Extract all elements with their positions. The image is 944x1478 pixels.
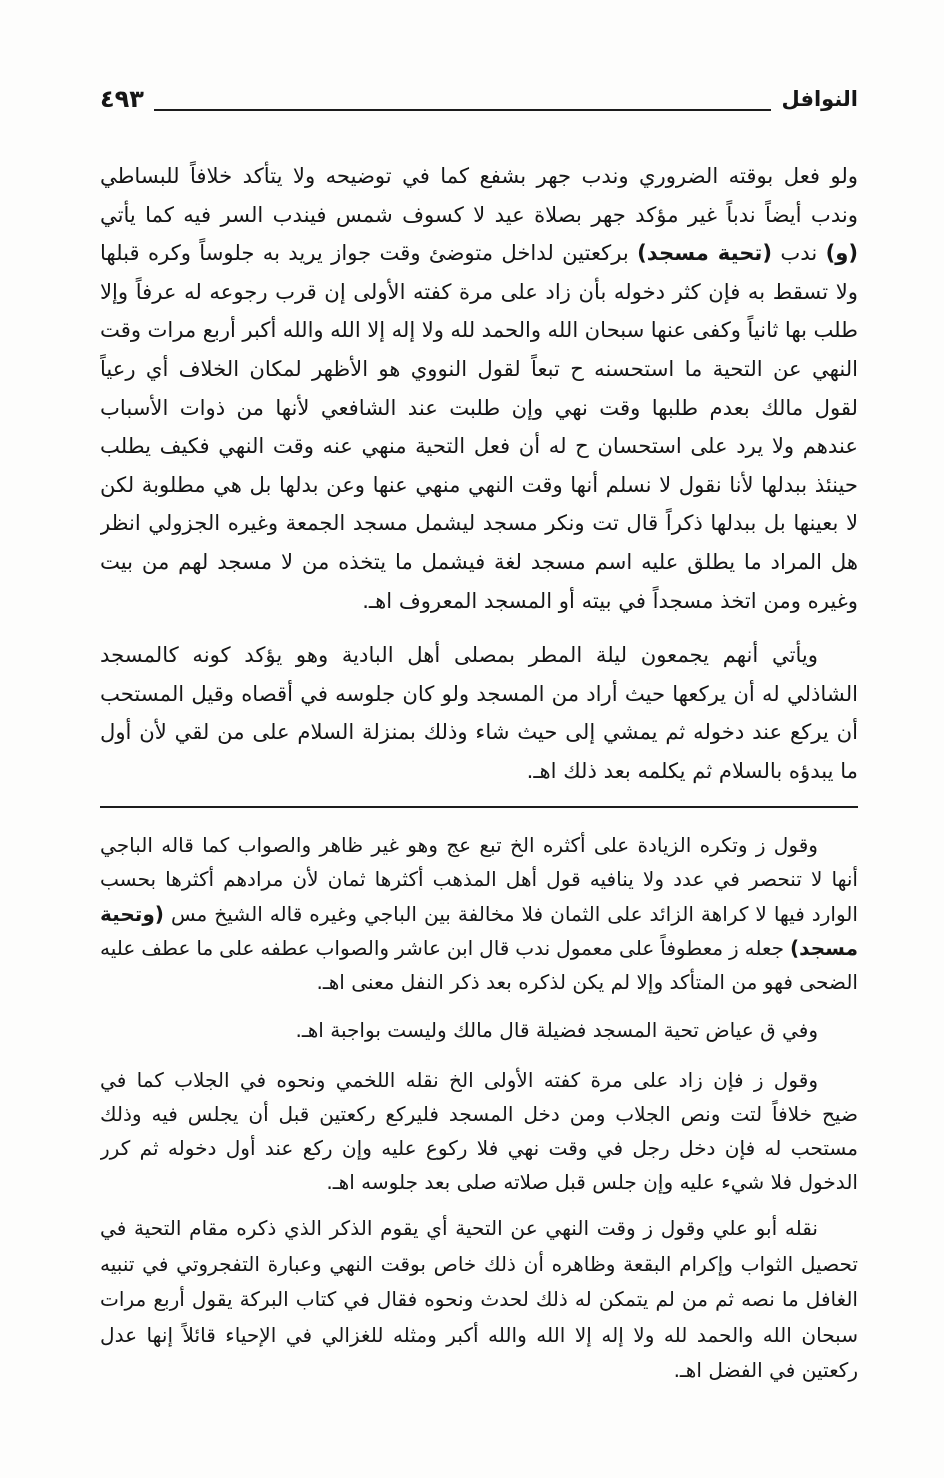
text-line: وندب أيضاً ندباً غير مؤكد جهر بصلاة عيد لا كسوف شمس فيندب السر فيه كما يأتي — [100, 201, 858, 227]
running-head — [100, 84, 858, 114]
text-line: النهي عن التحية ما استحسنه ح تبعاً لقول النووي هو الأظهر لمكان الخلاف أي رعياً — [100, 355, 858, 381]
text-line: حينئذ ببدلها لأنا نقول لا نسلم أنها وقت النهي منهي عنها وعن بدلها بل هي مطلوبة لكن — [100, 471, 858, 497]
bold-term: (تحية مسجد) — [637, 240, 773, 266]
text-line: عندهم ولا يرد على استحسان ح له أن فعل التحية منهي عنه وقت النهي فكيف يطلب — [100, 433, 858, 459]
text-line: لا بعينها بل ببدلها ذكراً قال تت ونكر مسجد ليشمل مسجد الجمعة وغيره الجزولي انظر — [100, 510, 858, 536]
text-line: ولا تسقط به فإن كثر دخوله بأن زاد على مرة كفته الأولى إن قرب رجوعه له عرفاً وإلا — [100, 278, 858, 304]
header-rule — [154, 109, 772, 111]
commentary-paragraph — [100, 828, 858, 999]
text-line: نقله أبو علي وقول ز وقت النهي عن التحية أي يقوم الذكر الذي ذكره مقام التحية في — [100, 1216, 818, 1240]
text-line: الشاذلي له أن يركعها حيث أراد من المسجد ولو كان جلوسه في أقصاه وقيل المستحب — [100, 680, 858, 706]
bold-term: (وتحية — [100, 901, 164, 926]
main-paragraph — [100, 157, 858, 620]
text-line: تحصيل الثواب وإكرام البقعة وظاهره أن ذلك خاص بوقت النهي وعبارة التفجروتي في تنبيه — [100, 1251, 858, 1276]
text-line: طلب بها ثانياً وكفى عنها سبحان الله والحمد لله ولا إله إلا الله والله أكبر أربع مرات وقت — [100, 317, 858, 343]
text-line: الضحى فهو من المتأكد وإلا لم يكن لذكره بعد ذكر النفل معنى اهـ. — [316, 970, 858, 994]
text-line: سبحان الله والحمد لله ولا إله إلا الله والله أكبر ومثله للغزالي في الإحياء قائلاً إنها عدل — [100, 1322, 858, 1347]
text-line: ولو فعل بوقته الضروري وندب جهر بشفع كما في توضيحه ولا يتأكد خلافاً للبساطي — [100, 163, 858, 188]
commentary-paragraph — [100, 1211, 858, 1389]
text-segment: الوارد فيها لا كراهة الزائد على الثمان فلا مخالفة بين الباجي وغيره قاله الشيخ مس — [170, 901, 858, 926]
text-line: الدخول فلا شيء عليه وإن جلس قبل صلاته صلى بعد جلوسه اهـ. — [326, 1170, 858, 1194]
page-number: ٤٩٣ — [100, 85, 144, 113]
text-line: ما يبدؤه بالسلام ثم يكلمه بعد ذلك اهـ. — [526, 757, 858, 783]
text-segment: جعله ز معطوفاً على معمول ندب قال ابن عاشر والصواب عطفه على ما عطف عليه — [100, 935, 785, 960]
text-segment: بركعتين لداخل متوضئ وقت جواز يريد به جلوساً وكره قبلها — [100, 240, 629, 266]
text-line: ركعتين في الفضل اهـ. — [673, 1358, 858, 1382]
text-line: لقول مالك بعدم طلبها وقت نهي وإن طلبت عند الشافعي لأنها من ذوات الأسباب — [100, 394, 858, 420]
text-line: ويأتي أنهم يجمعون ليلة المطر بمصلى أهل البادية وهو يؤكد كونه كالمسجد — [100, 642, 818, 667]
text-line: وغيره ومن اتخذ مسجداً في بيته أو المسجد المعروف اهـ. — [362, 587, 858, 613]
text-line: هل المراد ما يطلق عليه اسم مسجد لغة فيشمل ما يتخذه من لا مسجد لهم من بيت — [100, 548, 858, 574]
commentary-paragraph — [100, 1063, 858, 1199]
text-line — [100, 931, 858, 965]
commentary-paragraph — [100, 1013, 858, 1048]
text-line: مستحب له فإن دخل رجل في وقت نهي فلا ركوع عليه وإن ركع عند أول دخوله ثم كرر — [100, 1136, 858, 1160]
text-line: ضيح خلافاً لتت ونص الجلاب ومن دخل المسجد فليركع ركعتين قبل أن يجلس فيه وذلك — [100, 1102, 858, 1126]
text-line: وفي ق عياض تحية المسجد فضيلة قال مالك وليست بواجبة اهـ. — [295, 1018, 818, 1042]
text-line: وقول ز وتكره الزيادة على أكثره الخ تبع عج وهو غير ظاهر والصواب كما قاله الباجي — [100, 833, 818, 857]
text-line: أن يركع عند دخوله ثم يمشي إلى حيث شاء وذلك بمنزلة السلام على من لقي لأن أول — [100, 719, 858, 745]
bold-term: (و) — [825, 240, 858, 266]
text-line: الغافل ما نصه ثم من لم يتمكن له ذلك لحدث ونحوه فقال في كتاب البركة يقول أربع مرات — [100, 1287, 858, 1311]
main-paragraph — [100, 636, 858, 790]
bold-term: مسجد) — [789, 935, 858, 960]
text-line — [100, 234, 858, 273]
text-line: أنها لا تنحصر في عدد ولا ينافيه قول أهل المذهب أكثرها ثمان لأن مرادهم أكثرها بحسب — [100, 867, 858, 892]
footnote-separator — [100, 806, 858, 808]
text-line — [100, 897, 858, 931]
text-segment: ندب — [780, 240, 818, 266]
text-line: وقول ز فإن زاد على مرة كفته الأولى الخ نقله اللخمي ونحوه في الجلاب كما في — [100, 1068, 818, 1092]
section-title: النوافل — [781, 87, 858, 111]
